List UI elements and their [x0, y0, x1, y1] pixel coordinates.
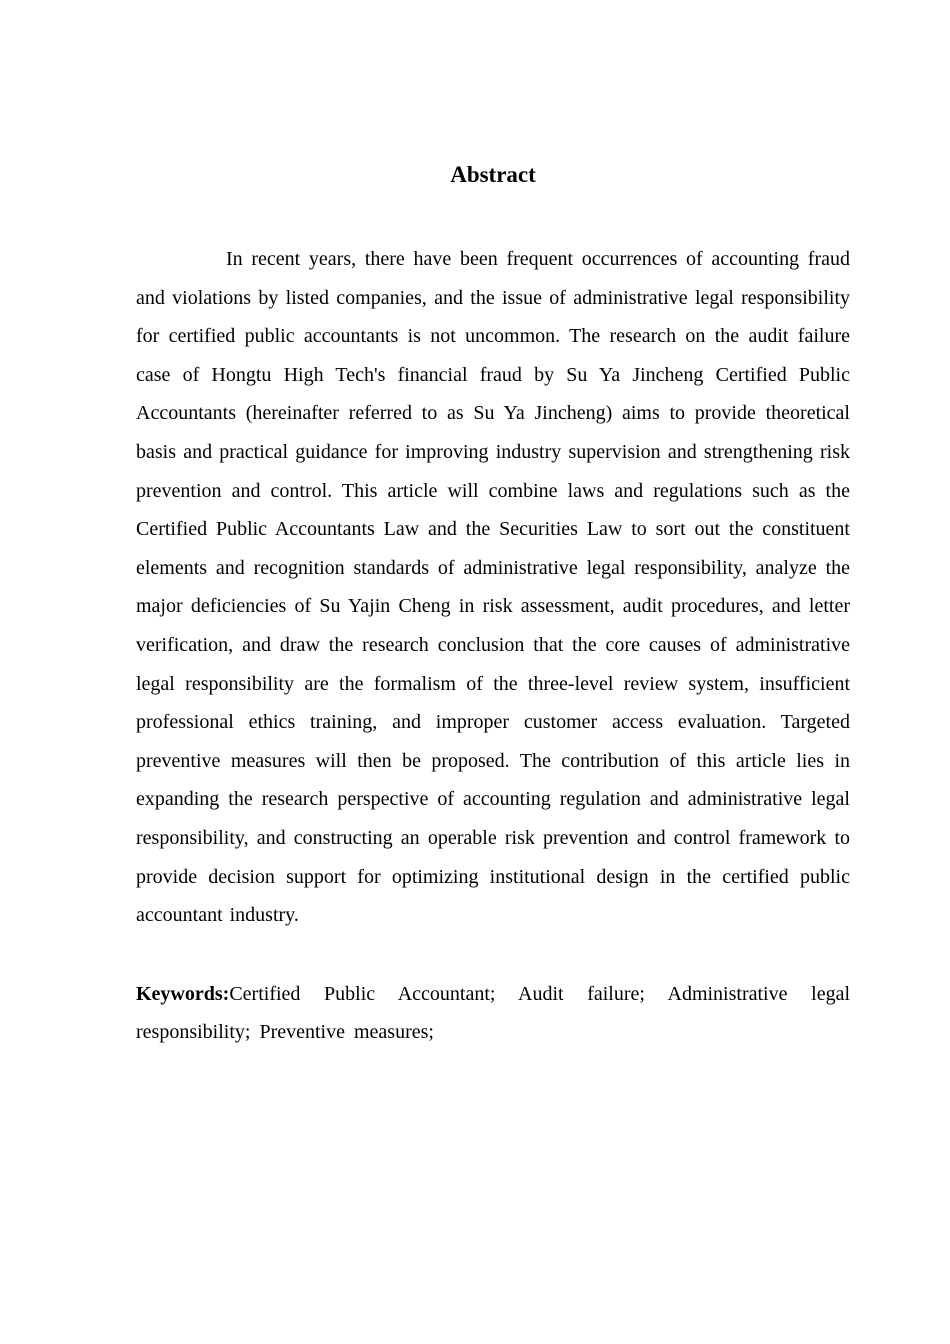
keywords-line — [136, 975, 850, 1052]
document-page — [136, 160, 850, 1052]
keywords-label: Keywords: — [136, 982, 230, 1005]
keywords-list: Certified Public Accountant; Audit failure; Administrative legal responsibility; Preventive measures; — [136, 982, 850, 1044]
abstract-title: Abstract — [450, 162, 536, 187]
abstract-paragraph: In recent years, there have been frequent occurrences of accounting fraud and violations by listed companies, and the issue of administrative legal responsibility for certified public accountants is not uncommon. The research on the audit failure case of Hongtu High Tech's financial fraud by Su Ya Jincheng Certified Public Accountants (hereinafter referred to as Su Ya Jincheng) aims to provide theoretical basis and practical guidance for improving industry supervision and strengthening risk prevention and control. This article will combine laws and regulations such as the Certified Public Accountants Law and the Securities Law to sort out the constituent elements and recognition standards of administrative legal responsibility, analyze the major deficiencies of Su Yajin Cheng in risk assessment, audit procedures, and letter verification, and draw the research conclusion that the core causes of administrative legal responsibility are the formalism of the three-level review system, insufficient professional ethics training, and improper customer access evaluation. Targeted preventive measures will then be proposed. The contribution of this article lies in expanding the research perspective of accounting regulation and administrative legal responsibility, and constructing an operable risk prevention and control framework to provide decision support for optimizing institutional design in the certified public accountant industry. — [136, 248, 850, 927]
